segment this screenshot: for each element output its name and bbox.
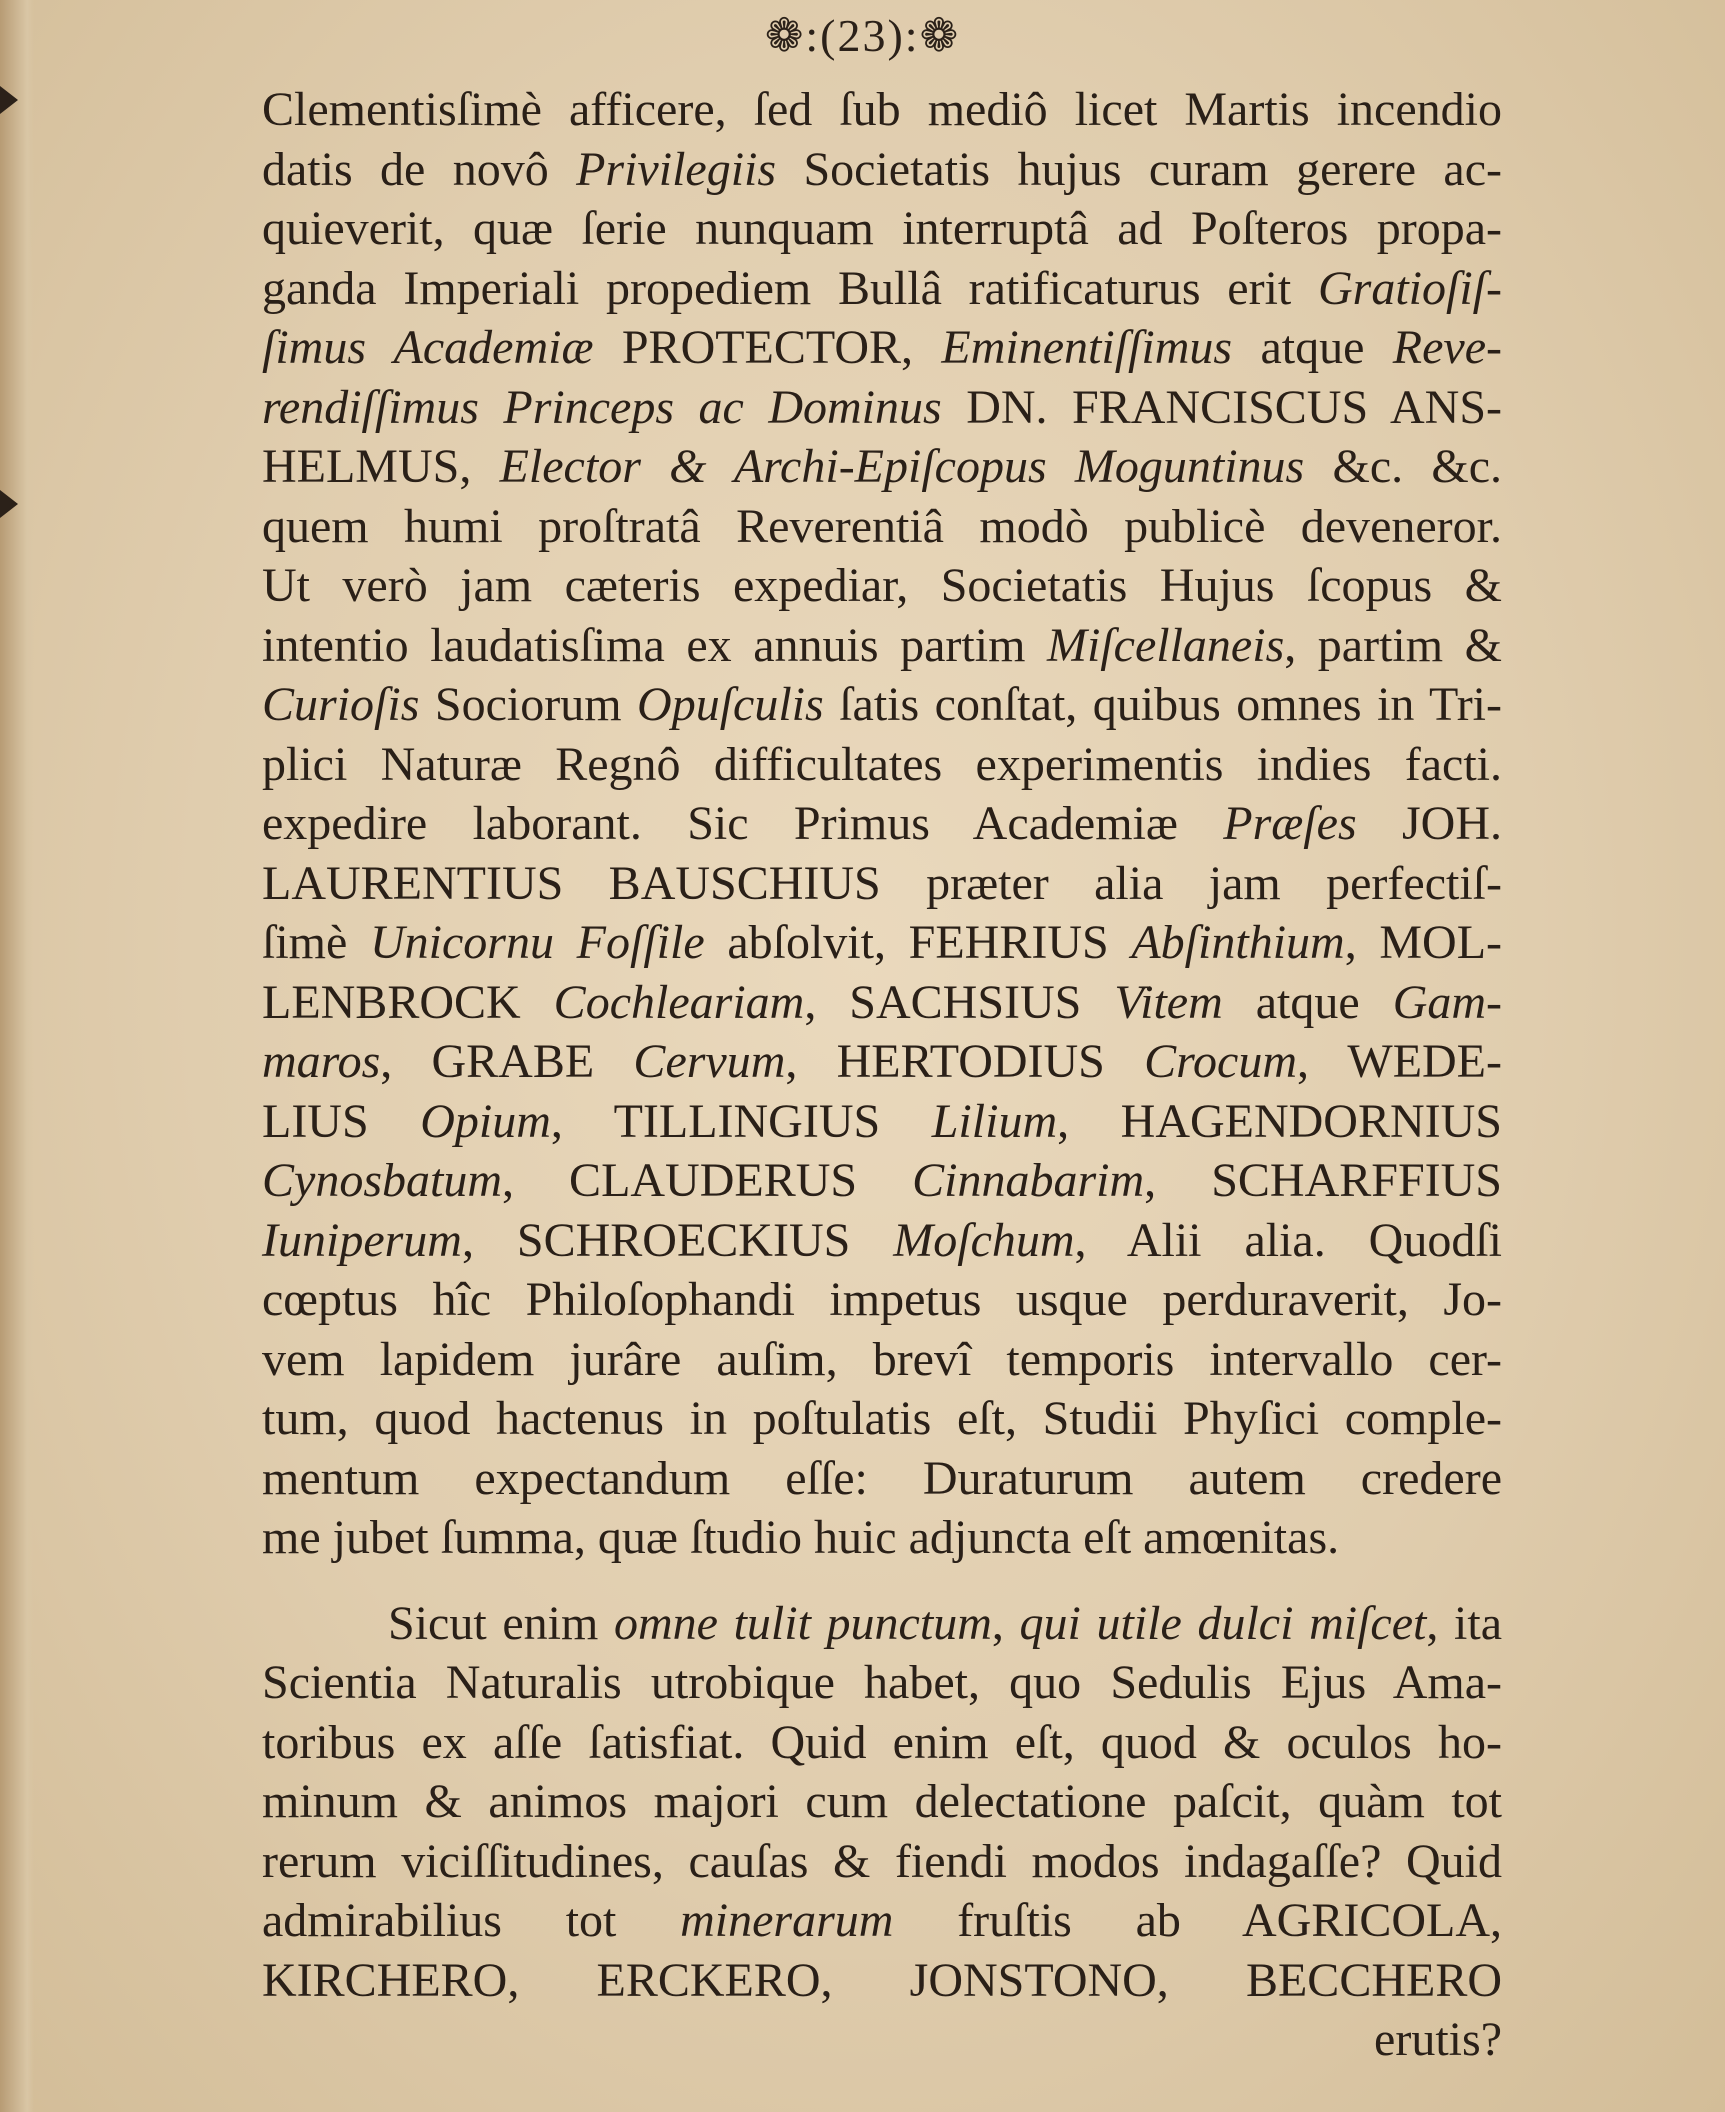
- text-run: Scientia Naturalis utrobique habet, quo Sedulis Ejus Ama-: [262, 1656, 1502, 1709]
- italic-phrase: omne tulit punctum: [613, 1596, 992, 1650]
- text-line: [262, 616, 1502, 676]
- text-line: [262, 913, 1502, 973]
- text-line: [262, 1951, 1502, 2011]
- italic-phrase: Vitem: [1114, 975, 1223, 1029]
- text-run: Sociorum: [419, 678, 638, 731]
- text-run: datis de novô: [262, 142, 577, 196]
- text-line: [262, 1211, 1502, 1271]
- text-run: minum & animos majori cum delectatione paſcit, quàm tot: [262, 1775, 1502, 1828]
- text-line: [262, 1772, 1502, 1832]
- italic-phrase: Moſchum: [893, 1213, 1075, 1267]
- text-line: [262, 675, 1502, 735]
- italic-phrase: Privilegiis: [576, 142, 777, 196]
- text-line: [262, 2010, 1502, 2070]
- text-line: [262, 1594, 1502, 1654]
- text-line: [262, 437, 1502, 497]
- text-run: vem lapidem jurâre auſim, brevî temporis intervallo cer-: [262, 1332, 1502, 1386]
- text-run: LENBROCK: [262, 975, 554, 1029]
- italic-phrase: Gam-: [1392, 975, 1502, 1029]
- text-line: [262, 1330, 1502, 1390]
- text-run: plici Naturæ Regnô difficultates experimentis indies facti.: [262, 737, 1502, 791]
- italic-phrase: Crocum: [1144, 1035, 1298, 1088]
- paragraph: [262, 1594, 1502, 2070]
- text-line: [262, 735, 1502, 795]
- italic-phrase: Opuſculis: [637, 678, 824, 731]
- italic-phrase: Gratioſiſ-: [1317, 261, 1502, 315]
- text-run: atque: [1222, 975, 1393, 1029]
- text-run: , Alii alia. Quodſi: [1074, 1213, 1502, 1267]
- text-run: rerum viciſſitudines, cauſas & fiendi modos indagaſſe? Quid: [262, 1834, 1502, 1888]
- text-run: expedire laborant. Sic Primus Academiæ: [262, 797, 1224, 850]
- italic-phrase: Opium: [420, 1094, 551, 1148]
- italic-phrase: Curioſis: [262, 678, 420, 731]
- text-run: JOH.: [1356, 797, 1502, 850]
- text-line: [262, 973, 1502, 1033]
- text-run: , SCHARFFIUS: [1144, 1154, 1502, 1207]
- italic-phrase: minerarum: [680, 1894, 894, 1947]
- text-line: [262, 1832, 1502, 1892]
- text-run: fruſtis ab AGRICOLA,: [893, 1894, 1502, 1947]
- text-run: &c. &c.: [1304, 440, 1503, 493]
- text-line: [262, 1508, 1502, 1568]
- italic-phrase: Præſes: [1223, 797, 1357, 850]
- text-run: , MOL-: [1344, 916, 1503, 969]
- italic-phrase: ſimus Academiæ: [262, 321, 594, 374]
- text-run: , HERTODIUS: [785, 1035, 1145, 1088]
- text-line: [262, 1151, 1502, 1211]
- italic-phrase: Cochleariam: [553, 975, 805, 1029]
- text-run: , ita: [1426, 1596, 1503, 1650]
- text-run: tum, quod hactenus in poſtulatis eſt, Studii Phyſici comple-: [262, 1392, 1502, 1445]
- body-text: [262, 80, 1502, 2070]
- text-run: cœptus hîc Philoſophandi impetus usque perduraverit, Jo-: [262, 1273, 1502, 1326]
- text-run: DN. FRANCISCUS ANS-: [941, 380, 1502, 434]
- text-line: [262, 1270, 1502, 1330]
- italic-phrase: rendiſſimus Princeps ac Dominus: [262, 380, 942, 434]
- text-run: , SCHROECKIUS: [461, 1213, 894, 1267]
- text-run: Societatis hujus curam gerere ac-: [776, 142, 1502, 196]
- text-run: ,: [991, 1596, 1020, 1650]
- italic-phrase: Iuniperum: [262, 1213, 462, 1267]
- italic-phrase: Reve-: [1392, 321, 1503, 374]
- text-line: [262, 259, 1502, 319]
- page-number-header: ❁:(23):❁: [764, 10, 961, 61]
- text-run: erutis?: [1374, 2013, 1502, 2066]
- italic-phrase: Eminentiſſimus: [941, 321, 1233, 374]
- text-run: , HAGENDORNIUS: [1057, 1094, 1502, 1148]
- text-run: ganda Imperiali propediem Bullâ ratificaturus erit: [262, 261, 1318, 315]
- text-run: , SACHSIUS: [804, 975, 1115, 1029]
- text-run: , partim &: [1284, 618, 1502, 672]
- text-run: , CLAUDERUS: [502, 1154, 913, 1207]
- text-line: [262, 318, 1502, 378]
- text-line: [262, 556, 1502, 616]
- text-line: [262, 1032, 1502, 1092]
- text-run: quem humi proſtratâ Reverentiâ modò publicè deveneror.: [262, 499, 1502, 553]
- italic-phrase: Unicornu Foſſile: [370, 916, 705, 969]
- text-run: Clementisſimè afficere, ſed ſub mediô licet Martis incendio: [262, 83, 1502, 136]
- text-line: [262, 794, 1502, 854]
- italic-phrase: qui utile dulci miſcet: [1019, 1596, 1427, 1650]
- text-run: intentio laudatisſima ex annuis partim: [262, 618, 1047, 672]
- italic-phrase: Lilium: [931, 1094, 1058, 1148]
- italic-phrase: Cynosbatum: [262, 1154, 502, 1207]
- text-line: [262, 80, 1502, 140]
- text-line: [262, 378, 1502, 438]
- text-run: LIUS: [262, 1094, 421, 1148]
- text-line: [262, 497, 1502, 557]
- text-line: [262, 854, 1502, 914]
- text-line: [262, 140, 1502, 200]
- text-line: [262, 1713, 1502, 1773]
- text-run: mentum expectandum eſſe: Duraturum autem credere: [262, 1451, 1502, 1505]
- text-run: , GRABE: [380, 1035, 634, 1088]
- italic-phrase: Miſcellaneis: [1046, 618, 1285, 672]
- text-line: [262, 1092, 1502, 1152]
- text-run: , WEDE-: [1297, 1035, 1502, 1088]
- italic-phrase: Cinnabarim: [912, 1154, 1145, 1207]
- binding-gutter: [0, 0, 34, 2112]
- italic-phrase: Cervum: [633, 1035, 786, 1088]
- italic-phrase: Abſinthium: [1131, 916, 1345, 969]
- text-run: admirabilius tot: [262, 1894, 681, 1947]
- text-run: HELMUS,: [262, 440, 500, 493]
- text-run: quieverit, quæ ſerie nunquam interruptâ ad Poſteros propa-: [262, 202, 1502, 255]
- text-run: toribus ex aſſe ſatisfiat. Quid enim eſt, quod & oculos ho-: [262, 1715, 1502, 1769]
- italic-phrase: Elector & Archi-Epiſcopus Moguntinus: [499, 440, 1305, 493]
- text-run: KIRCHERO, ERCKERO, JONSTONO, BECCHERO: [262, 1953, 1502, 2007]
- text-run: ſimè: [262, 916, 370, 969]
- text-line: [262, 1389, 1502, 1449]
- text-line: [262, 1891, 1502, 1951]
- text-run: ſatis conſtat, quibus omnes in Tri-: [823, 678, 1502, 731]
- text-line: [262, 1653, 1502, 1713]
- text-run: Ut verò jam cæteris expediar, Societatis Hujus ſcopus &: [262, 559, 1502, 612]
- page-edge-marker: [0, 490, 18, 518]
- paragraph: [262, 80, 1502, 1568]
- text-run: PROTECTOR,: [593, 321, 942, 374]
- page-edge-marker: [0, 86, 18, 114]
- text-line: [262, 199, 1502, 259]
- text-run: Sicut enim: [388, 1596, 614, 1650]
- text-run: LAURENTIUS BAUSCHIUS præter alia jam perfectiſ-: [262, 856, 1502, 910]
- text-run: abſolvit, FEHRIUS: [704, 916, 1132, 969]
- text-line: [262, 1449, 1502, 1509]
- italic-phrase: maros: [262, 1035, 381, 1088]
- text-run: me jubet ſumma, quæ ſtudio huic adjuncta eſt amœnitas.: [262, 1511, 1340, 1564]
- text-run: atque: [1232, 321, 1393, 374]
- text-run: , TILLINGIUS: [550, 1094, 932, 1148]
